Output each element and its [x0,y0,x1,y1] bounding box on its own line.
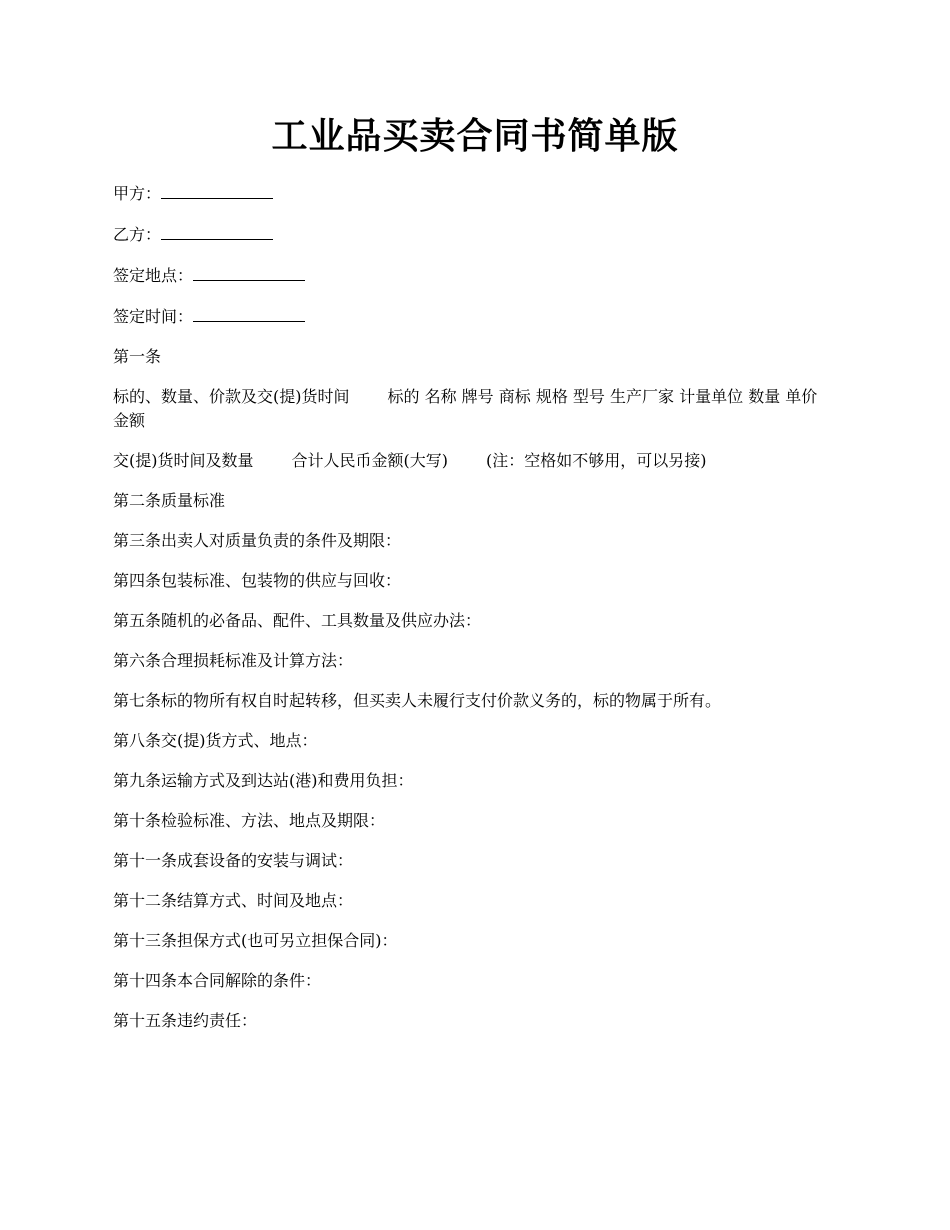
article-1-items-line [113,385,838,433]
sign-place-blank [193,263,305,281]
article-15: 第十五条违约责任： [113,1011,258,1030]
sign-time-line [113,304,838,329]
article-1-heading: 第一条 [113,347,162,366]
article-1-delivery-line [113,449,838,473]
article-5: 第五条随机的必备品、配件、工具数量及供应办法： [113,611,482,630]
article-1-note: (注：空格如不够用，可以另接) [486,451,707,470]
party-a-line [113,181,838,206]
party-a-label: 甲方： [113,184,162,203]
article-6: 第六条合理损耗标准及计算方法： [113,651,354,670]
party-b-line [113,222,838,247]
article-1-items-columns: 标的 名称 牌号 商标 规格 型号 生产厂家 计量单位 数量 单价 金额 [113,387,818,430]
party-b-label: 乙方： [113,225,162,244]
sign-place-line [113,263,838,288]
article-12: 第十二条结算方式、时间及地点： [113,891,354,910]
article-14: 第十四条本合同解除的条件： [113,971,322,990]
document-body [113,181,838,1049]
sign-place-label: 签定地点： [113,266,194,285]
article-4: 第四条包装标准、包装物的供应与回收： [113,571,402,590]
article-1-total-label: 合计人民币金额(大写) [291,451,448,470]
article-3: 第三条出卖人对质量负责的条件及期限： [113,531,402,550]
article-2: 第二条质量标准 [113,491,226,510]
party-a-blank [161,181,273,199]
article-1-items-intro: 标的、数量、价款及交(提)货时间 [113,387,350,406]
sign-time-blank [193,304,305,322]
article-1-delivery-label: 交(提)货时间及数量 [113,451,254,470]
article-13: 第十三条担保方式(也可另立担保合同)： [113,931,398,950]
article-8: 第八条交(提)货方式、地点： [113,731,318,750]
article-11: 第十一条成套设备的安装与调试： [113,851,354,870]
article-7: 第七条标的物所有权自时起转移，但买卖人未履行支付价款义务的，标的物属于所有。 [113,691,722,710]
party-b-blank [161,222,273,240]
article-10: 第十条检验标准、方法、地点及期限： [113,811,386,830]
article-9: 第九条运输方式及到达站(港)和费用负担： [113,771,414,790]
sign-time-label: 签定时间： [113,307,194,326]
document-title: 工业品买卖合同书简单版 [271,115,679,157]
